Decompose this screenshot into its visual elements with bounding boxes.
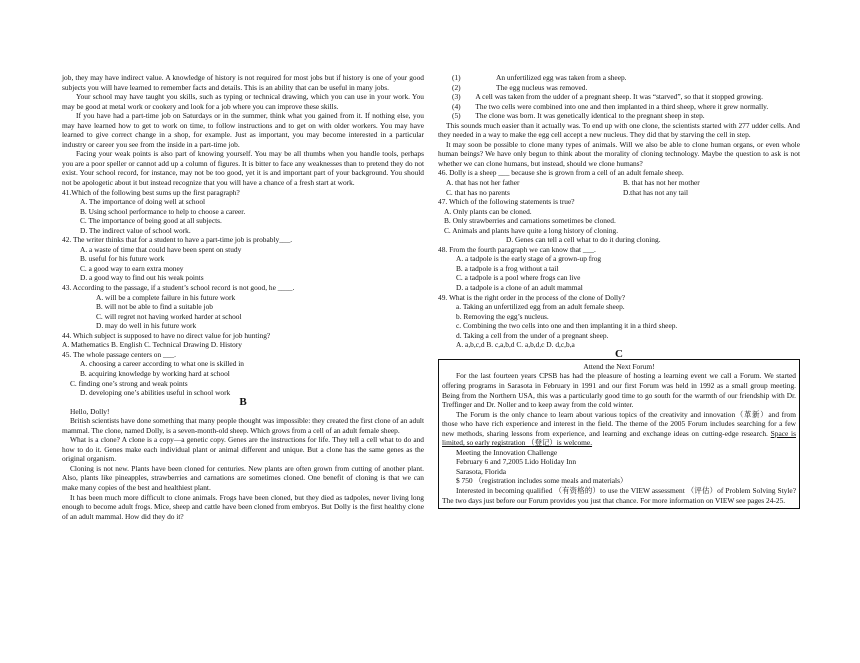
question-43-option: B. will not be able to find a suitable job (96, 302, 213, 312)
question-47: 47. Which of the following statements is true? (438, 197, 575, 207)
question-43: 43. According to the passage, if a student’s school record is not good, he ____. (62, 283, 295, 293)
question-42: 42. The writer thinks that for a student to have a part-time job is probably___. (62, 235, 293, 245)
step-text: An unfertilized egg was taken from a sheep. (496, 73, 627, 82)
question-42-option: B. useful for his future work (80, 254, 165, 264)
clone-step (438, 92, 800, 102)
question-49: 49. What is the right order in the process of the clone of Dolly? (438, 292, 626, 302)
forum-title: Attend the Next Forum! (583, 361, 655, 371)
step-text: The egg nucleus was removed. (496, 82, 588, 92)
question-48: 48. From the fourth paragraph we can know that ___. (438, 244, 596, 254)
forum-paragraph-text: The Forum is the only chance to learn about various topics of the creativity and innovation（革新）and from those who have rich experience and interest in the field. The theme of the 2005 Forum includes searching for a few new methods, sharing lessons from experience, and learning and exchange ideas on cutting-edge research. (442, 409, 796, 438)
question-42-option: C. a good way to earn extra money (80, 263, 184, 273)
question-47-option: C. Animals and plants have quite a long history of cloning. (444, 225, 619, 235)
question-46-option: D.that has not any tail (623, 187, 689, 197)
question-44: 44. Which subject is supposed to have no direct value for job hunting? (62, 330, 271, 340)
question-49-choices: A. a,b,c,d B. c,a,b,d C. a,b,d,c D. d,c,b,a (456, 340, 575, 350)
step-text: The clone was born. It was genetically identical to the pregnant sheep in step. (475, 111, 705, 121)
question-47-option: A. Only plants can be cloned. (444, 206, 532, 216)
question-46-options-row (438, 178, 800, 188)
question-48-option: B. a tadpole is a frog without a tail (456, 263, 559, 273)
question-49-option: d. Taking a cell from the under of a pregnant sheep. (456, 330, 609, 340)
forum-paragraph: Interested in becoming qualified （有资格的）to use the VIEW assessment （评估）of Problem Solving Style? The two days just before our Forum provides you just that chance. For more information on VIEW see pages 24-25. (442, 485, 796, 505)
question-48-option: A. a tadpole is the early stage of a grown-up frog (456, 254, 602, 264)
step-number: (3) (452, 92, 461, 102)
passage-b-paragraph: Cloning is not new. Plants have been cloned for centuries. New plants are often grown from cutting of another plant. Also, plants like pineapples, strawberries and carnations are sometimes cloned. One benefit of cloning is that we can make many copies of the best and healthiest plant. (62, 463, 424, 492)
forum-price: $ 750 （registration includes some meals and materials） (456, 476, 628, 486)
question-46-options-row (438, 188, 800, 198)
forum-paragraph: For the last fourteen years CPSB has had the pleasure of hosting a learning event we call a Forum. We started offering programs in Sarasota in February in 1991 and our first Forum was held in 1992 as a small group meeting. Being from the Northern USA, this was a particularly good time to go south for the warmth of our friendship with Dr. Treffinger and Dr. Noller and to keep away from the cold winter. (442, 371, 796, 410)
question-45-option: A. choosing a career according to what one is skilled in (80, 359, 244, 369)
question-45-option: C. finding one’s strong and weak points (70, 378, 188, 388)
question-45-option: D. developing one’s abilities useful in school work (80, 388, 231, 398)
question-41-option: B. Using school performance to help to choose a career. (80, 206, 246, 216)
passage-b-paragraph: It may soon be possible to clone many types of animals. Will we also be able to clone human organs, or even whole human beings? We have only begun to think about the morality of cloning technology. Maybe the question to ask is not whether we can clone humans, but instead, should we clone humans? (438, 139, 800, 168)
question-46-option: B. that has not her mother (623, 178, 700, 188)
step-number: (5) (452, 111, 461, 121)
forum-dates: February 6 and 7,2005 Lido Holiday Inn (456, 457, 577, 467)
question-45: 45. The whole passage centers on ___. (62, 349, 176, 359)
question-41: 41.Which of the following best sums up the first paragraph? (62, 187, 240, 197)
question-46-option: A. that has not her father (446, 178, 520, 188)
question-42-option: A. a waste of time that could have been spent on study (80, 244, 242, 254)
question-49-option: b. Removing the egg’s nucleus. (456, 311, 549, 321)
left-column (62, 73, 424, 521)
question-47-option: B. Only strawberries and carnations sometimes be cloned. (444, 216, 616, 226)
question-47-option: D. Genes can tell a cell what to do it during cloning. (506, 235, 661, 245)
question-43-option: C. will regret not having worked harder at school (96, 311, 242, 321)
question-43-option: A. will be a complete failure in his future work (96, 292, 236, 302)
step-number: (4) (452, 101, 461, 111)
step-text: The two cells were combined into one and then implanted in a third sheep, where it grew normally. (475, 101, 769, 111)
clone-step (438, 111, 800, 121)
passage-b-paragraph: This sounds much easier than it actually was. To end up with one clone, the scientists started with 277 udder cells. And they needed in a way to make the egg cell accept a new nucleus. They did that by starving the cell in step. (438, 120, 800, 140)
question-41-option: A. The importance of doing well at school (80, 197, 206, 207)
passage-b-paragraph: British scientists have done something that many people thought was impossible: they created the first clone of an adult mammal. The clone, named Dolly, is a seven-month-old sheep. Which grows from a cell of an adult female sheep. (62, 416, 424, 435)
question-46: 46. Dolly is a sheep ___ because she is grown from a cell of an adult female sheep. (438, 168, 684, 178)
passage-b-title: Hello, Dolly! (70, 406, 110, 416)
question-45-option: B. acquiring knowledge by working hard at school (80, 368, 230, 378)
question-44-options: A. Mathematics B. English C. Technical Drawing D. History (62, 340, 242, 350)
forum-paragraph (442, 410, 796, 448)
step-number: (2) (452, 82, 461, 92)
question-49-option: a. Taking an unfertilized egg from an adult female sheep. (456, 302, 625, 312)
clone-step (438, 73, 800, 83)
question-43-option: D. may do well in his future work (96, 321, 197, 331)
passage-a-paragraph: job, they may have indirect value. A knowledge of history is not required for most jobs but if history is one of your good subjects you will have learned to remember facts and details. This is an ability that can be useful in many jobs. (62, 73, 424, 92)
step-text: A cell was taken from the udder of a pregnant sheep. It was “starved”, so that it stopped growing. (475, 92, 763, 102)
section-c-label: C (615, 347, 623, 360)
passage-b-paragraph: What is a clone? A clone is a copy—a genetic copy. Genes are the instructions for life. They tell a cell what to do and how to do it. Genes make each individual plant or animal different and unique. But a clone has the same genes as the original organism. (62, 435, 424, 464)
question-41-option: D. The indirect value of school work. (80, 225, 191, 235)
passage-a-paragraph: Your school may have taught you skills, such as typing or technical drawing, which you can use in your work. You may be good at metal work or cookery and look for a job where you can improve these skills. (62, 92, 424, 111)
section-b-label: B (239, 395, 247, 408)
right-column (438, 73, 800, 509)
question-48-option: C. a tadpole is a pool where frogs can live (456, 273, 581, 283)
question-49-option: c. Combining the two cells into one and then implanting it in a third sheep. (456, 321, 678, 331)
passage-b-paragraph: It has been much more difficult to clone animals. Frogs have been cloned, but they died as tadpoles, never living long enough to become adult frogs. Mice, sheep and cattle have been cloned from embryos. But Dolly is the first healthy clone of an adult mammal. How did they do it? (62, 492, 424, 521)
registration-note: Space is limited, so early registration （登记）is welcome. (442, 428, 796, 448)
question-46-option: C. that has no parents (446, 187, 510, 197)
step-number: (1) (452, 73, 461, 82)
question-41-option: C. The importance of being good at all subjects. (80, 216, 222, 226)
question-42-option: D. a good way to find out his weak points (80, 273, 204, 283)
forum-location: Sarasota, Florida (456, 466, 507, 476)
forum-announcement-box (438, 359, 800, 509)
passage-a-paragraph: Facing your weak points is also part of knowing yourself. You may be all thumbs when you handle tools, perhaps you are a poor speller or cannot add up a column of figures. It is bitter to face any weaknesses than to pretend they do not exist. Your school record, for instance, may not be too good, yet it is and important part of your background. You should not be apologetic about it but instead recognize that you will have a chance of a fresh start at work. (62, 149, 424, 188)
forum-meeting-name: Meeting the Innovation Challenge (456, 447, 558, 457)
passage-a-paragraph: If you have had a part-time job on Saturdays or in the summer, think what you gained from it. If nothing else, you may have learned how to get to work on time, to follow instructions and to get on with older workers. You may have learned to give correct change in a shop, for example. Just as important, you may become interested in a particular industry or career you see from the inside in a part-time job. (62, 111, 424, 149)
clone-step (438, 83, 800, 93)
clone-step (438, 102, 800, 112)
question-48-option: D. a tadpole is a clone of an adult mammal (456, 283, 583, 293)
